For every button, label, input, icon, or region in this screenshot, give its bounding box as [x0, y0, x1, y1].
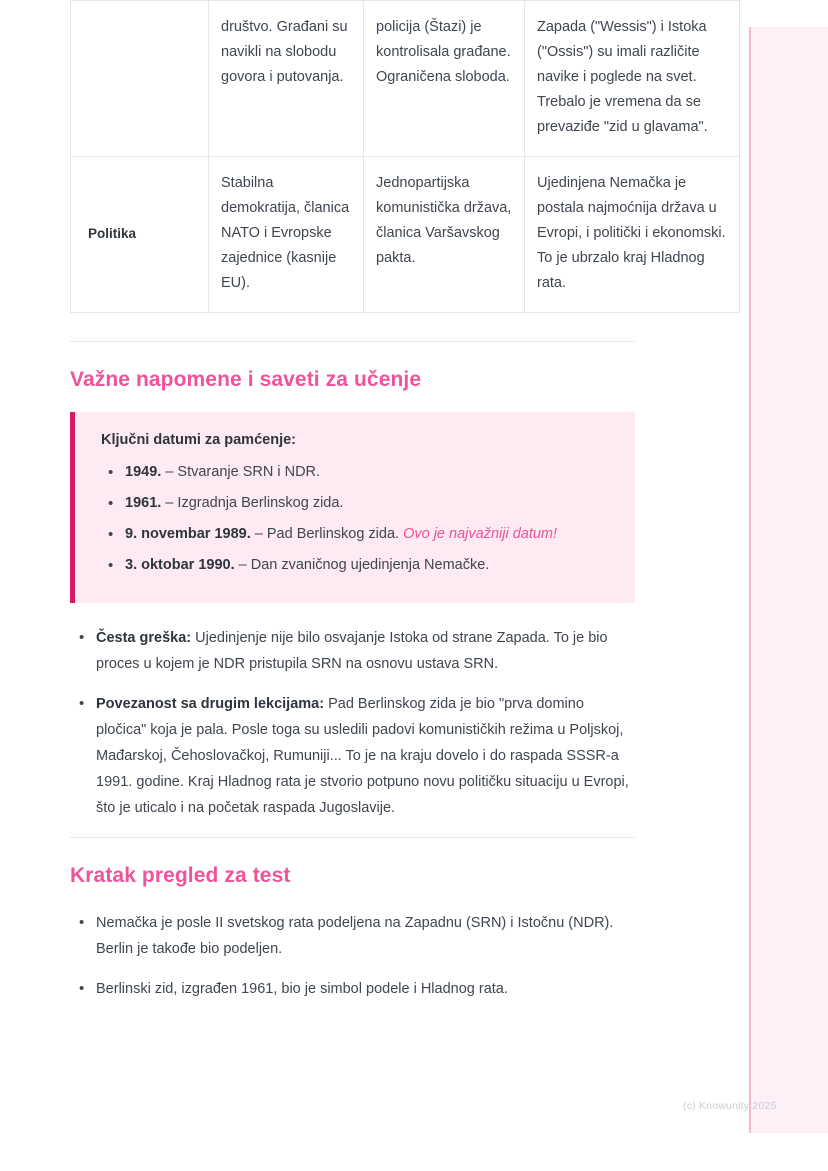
- comparison-table: [70, 0, 740, 313]
- list-item-bold: 1961.: [125, 495, 162, 511]
- list-item: [125, 457, 613, 488]
- summary-list: [70, 910, 635, 1002]
- list-item-emphasis: Ovo je najvažniji datum!: [403, 526, 558, 542]
- table-cell: Ujedinjena Nemačka je postala najmoćnija država u Evropi, i politički i ekonomski. To je ubrzalo kraj Hladnog rata.: [525, 157, 740, 313]
- notes-list: [70, 625, 635, 821]
- table-cell: Jednopartijska komunistička država, članica Varšavskog pakta.: [364, 157, 525, 313]
- list-item-text: Ujedinjenje nije bilo osvajanje Istoka od strane Zapada. To je bio proces u kojem je NDR pristupila SRN na osnovu ustava SRN.: [96, 630, 608, 672]
- list-item-bold: 9. novembar 1989.: [125, 526, 251, 542]
- list-item-text: Berlinski zid, izgrađen 1961, bio je simbol podele i Hladnog rata.: [96, 981, 508, 997]
- list-item-bold: Česta greška:: [96, 630, 192, 646]
- list-item-text: – Pad Berlinskog zida.: [250, 526, 404, 542]
- key-dates-callout: [70, 412, 635, 603]
- table-cell: Zapada ("Wessis") i Istoka ("Ossis") su imali različite navike i poglede na svet. Trebalo je vremena da se prevaziđe "zid u glavama".: [525, 1, 740, 157]
- divider: [70, 341, 635, 342]
- list-item-text: – Stvaranje SRN i NDR.: [161, 464, 321, 480]
- callout-title: Ključni datumi za pamćenje:: [101, 432, 296, 448]
- list-item-text: – Izgradnja Berlinskog zida.: [161, 495, 344, 511]
- footer-copyright: (c) Knowunity 2025: [683, 1100, 777, 1112]
- table-row: [71, 1, 740, 157]
- callout-list: [99, 457, 613, 581]
- table-cell: Stabilna demokratija, članica NATO i Evropske zajednice (kasnije EU).: [209, 157, 364, 313]
- section-title-summary: Kratak pregled za test: [70, 864, 291, 887]
- list-item-bold: Povezanost sa drugim lekcijama:: [96, 696, 325, 712]
- list-item-text: – Dan zvaničnog ujedinjenja Nemačke.: [234, 557, 490, 573]
- list-item: [125, 519, 613, 550]
- list-item: [96, 910, 635, 962]
- document-content: [70, 0, 726, 1016]
- list-item: [125, 488, 613, 519]
- list-item-text: Pad Berlinskog zida je bio "prva domino pločica" koja je pala. Posle toga su usledili padovi komunističkih režima u Poljskoj, Mađarskoj, Čehoslovačkoj, Rumuniji... To je na kraju dovelo i do raspada SSSR-a 1991. godine. Kraj Hladnog rata je stvorio potpuno novu političku situaciju u Evropi, što je uticalo i na početak raspada Jugoslavije.: [96, 696, 629, 816]
- list-item: [96, 691, 635, 821]
- list-item: [96, 625, 635, 677]
- table-row-header: [71, 1, 209, 157]
- divider: [70, 837, 635, 838]
- list-item-text: Nemačka je posle II svetskog rata podeljena na Zapadnu (SRN) i Istočnu (NDR). Berlin je takođe bio podeljen.: [96, 915, 614, 957]
- section-title-notes: Važne napomene i saveti za učenje: [70, 368, 422, 391]
- table-cell: policija (Štazi) je kontrolisala građane. Ograničena sloboda.: [364, 1, 525, 157]
- table-cell: društvo. Građani su navikli na slobodu govora i putovanja.: [209, 1, 364, 157]
- list-item: [96, 976, 635, 1002]
- right-pink-rail: [749, 27, 828, 1133]
- list-item: [125, 550, 613, 581]
- table-row: [71, 157, 740, 313]
- list-item-bold: 1949.: [125, 464, 162, 480]
- table-row-header: Politika: [71, 157, 209, 313]
- list-item-bold: 3. oktobar 1990.: [125, 557, 235, 573]
